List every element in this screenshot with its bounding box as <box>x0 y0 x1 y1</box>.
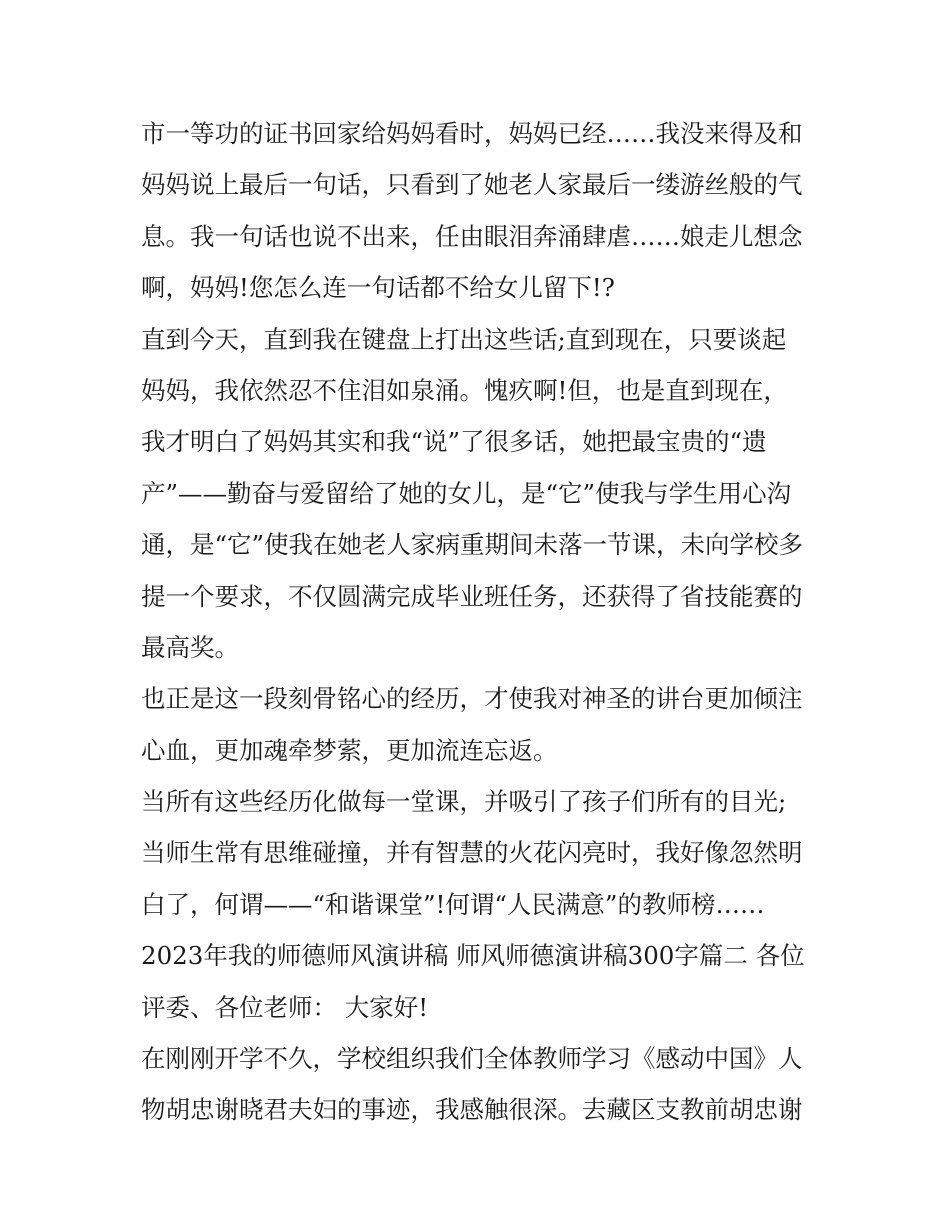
text-line: 当所有这些经历化做每一堂课，并吸引了孩子们所有的目光; <box>141 787 787 817</box>
text-line: 我才明白了妈妈其实和我“说”了很多话，她把最宝贵的“遗 <box>141 427 767 457</box>
text-line: 市一等功的证书回家给妈妈看时，妈妈已经……我没来得及和 <box>141 119 803 148</box>
text-line: 妈妈，我依然忍不住泪如泉涌。愧疚啊!但，也是直到现在， <box>141 375 788 405</box>
text-line: 直到今天，直到我在键盘上打出这些话;直到现在，只要谈起 <box>141 324 787 354</box>
text-line: 通，是“它”使我在她老人家病重期间未落一节课，未向学校多 <box>141 530 804 560</box>
text-line: 在刚刚开学不久，学校组织我们全体教师学习《感动中国》人 <box>141 1044 803 1074</box>
text-line: 妈妈说上最后一句话，只看到了她老人家最后一缕游丝般的气 <box>141 170 803 200</box>
text-line: 最高奖。 <box>141 632 239 662</box>
text-line: 白了，何谓——“和谐课堂”!何谓“人民满意”的教师榜…… <box>141 889 765 919</box>
text-line: 2023年我的师德师风演讲稿 师风师德演讲稿300字篇二 各位 <box>141 941 805 971</box>
text-line: 当师生常有思维碰撞，并有智慧的火花闪亮时，我好像忽然明 <box>141 838 803 868</box>
text-line: 息。我一句话也说不出来，任由眼泪奔涌肆虐……娘走儿想念 <box>141 221 803 251</box>
text-line: 啊，妈妈!您怎么连一句话都不给女儿留下!? <box>141 273 615 303</box>
text-line: 物胡忠谢晓君夫妇的事迹，我感触很深。去藏区支教前胡忠谢 <box>141 1095 803 1125</box>
text-line: 心血，更加魂牵梦萦，更加流连忘返。 <box>141 735 558 765</box>
body-text <box>141 108 821 1136</box>
text-line: 也正是这一段刻骨铭心的经历，才使我对神圣的讲台更加倾注 <box>141 684 803 714</box>
text-line: 评委、各位老师： 大家好! <box>141 992 429 1022</box>
text-line: 提一个要求，不仅圆满完成毕业班任务，还获得了省技能赛的 <box>141 581 803 611</box>
text-line: 产”——勤奋与爱留给了她的女儿，是“它”使我与学生用心沟 <box>141 478 792 508</box>
